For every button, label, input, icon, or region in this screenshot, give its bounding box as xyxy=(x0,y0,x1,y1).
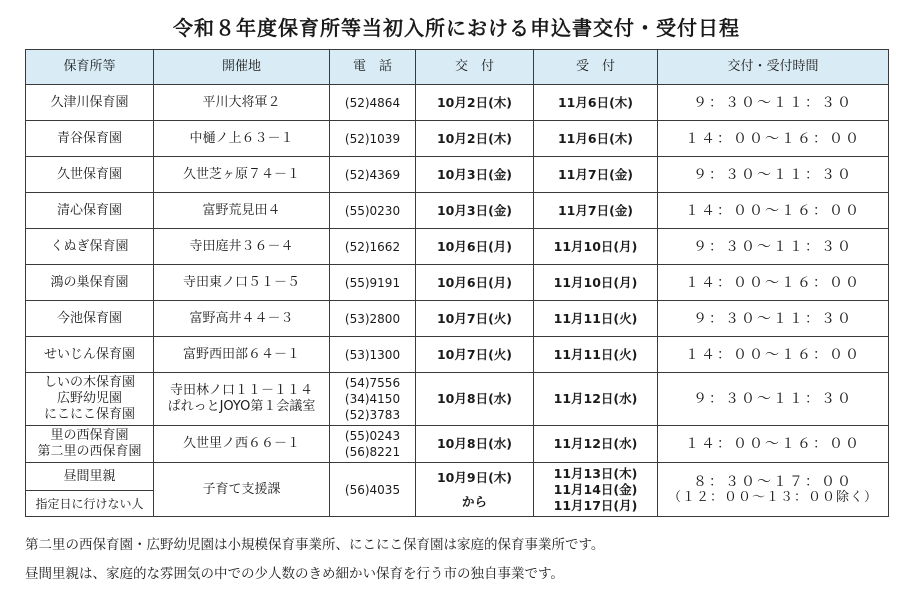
facility-name xyxy=(26,373,154,426)
table-row xyxy=(26,301,889,337)
phone-number: (55)0230 xyxy=(330,193,416,229)
phone-number: (53)2800 xyxy=(330,301,416,337)
time-range-line: （１２：００～１３：００除く） xyxy=(667,489,878,505)
footnote: 第二里の西保育園・広野幼児園は小規模保育事業所、にこにこ保育園は家庭的保育事業所です。 xyxy=(25,537,605,553)
issue-date-line: から xyxy=(461,493,487,509)
venue: 子育て支援課 xyxy=(154,463,330,517)
issue-date: 10月2日(木) xyxy=(416,121,534,157)
time-range: ９：３０～１１：３０ xyxy=(658,373,889,426)
facility-name: せいじん保育園 xyxy=(26,337,154,373)
facility-name-line: しいの木保育園 xyxy=(43,375,135,390)
venue: 久世芝ヶ原７４－１ xyxy=(154,157,330,193)
facility-name-line: 里の西保育園 xyxy=(50,428,129,443)
venue-line: 寺田林ノ口１１－１１４ xyxy=(169,383,313,398)
issue-date: 10月8日(水) xyxy=(416,426,534,463)
issue-date: 10月3日(金) xyxy=(416,157,534,193)
spacer xyxy=(416,486,533,494)
phone-number: (56)4035 xyxy=(330,463,416,517)
time-range: ９：３０～１１：３０ xyxy=(658,157,889,193)
table-row xyxy=(26,337,889,373)
venue: 平川大将軍２ xyxy=(154,85,330,121)
phone-number: (52)4369 xyxy=(330,157,416,193)
time-range: １４：００～１６：００ xyxy=(658,193,889,229)
receive-date-line: 11月17日(月) xyxy=(553,497,638,513)
facility-name: 昼間里親 xyxy=(26,463,154,491)
receive-date: 11月10日(月) xyxy=(534,229,658,265)
issue-date-line: 10月9日(木) xyxy=(436,469,513,485)
time-range: ９：３０～１１：３０ xyxy=(658,229,889,265)
phone-number: (55)9191 xyxy=(330,265,416,301)
time-range-line: ８：３０～１７：００ xyxy=(693,473,853,490)
time-range: ９：３０～１１：３０ xyxy=(658,301,889,337)
issue-date: 10月2日(木) xyxy=(416,85,534,121)
receive-date: 11月11日(火) xyxy=(534,301,658,337)
header-phone: 電 話 xyxy=(330,50,416,85)
issue-date: 10月7日(火) xyxy=(416,337,534,373)
receive-date: 11月7日(金) xyxy=(534,157,658,193)
receive-date: 11月11日(火) xyxy=(534,337,658,373)
phone-line: (34)4150 xyxy=(344,392,401,406)
facility-name: くぬぎ保育園 xyxy=(26,229,154,265)
table-row xyxy=(26,85,889,121)
receive-date-line: 11月13日(木) xyxy=(553,465,638,481)
footnote: 昼間里親は、家庭的な雰囲気の中での少人数のきめ細かい保育を行う市の独自事業です。 xyxy=(25,566,564,582)
phone-number: (52)1662 xyxy=(330,229,416,265)
issue-date: 10月6日(月) xyxy=(416,229,534,265)
venue: 中樋ノ上６３－１ xyxy=(154,121,330,157)
time-range: １４：００～１６：００ xyxy=(658,337,889,373)
facility-name: 久津川保育園 xyxy=(26,85,154,121)
header-receive: 受 付 xyxy=(534,50,658,85)
table-row xyxy=(26,463,889,491)
time-range: １４：００～１６：００ xyxy=(658,121,889,157)
time-range xyxy=(658,463,889,517)
table-row xyxy=(26,229,889,265)
phone-number xyxy=(330,373,416,426)
time-range: ９：３０～１１：３０ xyxy=(658,85,889,121)
header-venue: 開催地 xyxy=(154,50,330,85)
phone-line: (56)8221 xyxy=(344,445,401,459)
facility-name: 青谷保育園 xyxy=(26,121,154,157)
time-range: １４：００～１６：００ xyxy=(658,426,889,463)
time-range: １４：００～１６：００ xyxy=(658,265,889,301)
receive-date xyxy=(534,463,658,517)
schedule-table xyxy=(25,49,889,517)
receive-date: 11月12日(水) xyxy=(534,426,658,463)
facility-name: 清心保育園 xyxy=(26,193,154,229)
venue-line: ぱれっとJOYO第１会議室 xyxy=(167,399,316,414)
facility-name: 今池保育園 xyxy=(26,301,154,337)
phone-line: (52)3783 xyxy=(344,408,401,422)
table-header-row xyxy=(26,50,889,85)
venue: 富野高井４４－３ xyxy=(154,301,330,337)
receive-date: 11月10日(月) xyxy=(534,265,658,301)
table-row xyxy=(26,121,889,157)
issue-date: 10月7日(火) xyxy=(416,301,534,337)
facility-name: 久世保育園 xyxy=(26,157,154,193)
issue-date xyxy=(416,463,534,517)
page-title: 令和８年度保育所等当初入所における申込書交付・受付日程 xyxy=(173,16,740,40)
facility-name-line: にこにこ保育園 xyxy=(43,407,135,422)
facility-name xyxy=(26,426,154,463)
phone-number xyxy=(330,426,416,463)
table-row xyxy=(26,157,889,193)
facility-name: 鴻の巣保育園 xyxy=(26,265,154,301)
phone-line: (55)0243 xyxy=(344,429,401,443)
issue-date: 10月8日(水) xyxy=(416,373,534,426)
header-issue: 交 付 xyxy=(416,50,534,85)
receive-date: 11月6日(木) xyxy=(534,121,658,157)
phone-number: (52)4864 xyxy=(330,85,416,121)
table-row xyxy=(26,373,889,426)
receive-date-line: 11月14日(金) xyxy=(553,481,638,497)
facility-name-line: 広野幼児園 xyxy=(56,391,122,406)
venue: 寺田東ノ口５１－５ xyxy=(154,265,330,301)
receive-date: 11月12日(水) xyxy=(534,373,658,426)
header-facility: 保育所等 xyxy=(26,50,154,85)
receive-date: 11月6日(木) xyxy=(534,85,658,121)
table-row xyxy=(26,426,889,463)
phone-line: (54)7556 xyxy=(344,376,401,390)
issue-date: 10月6日(月) xyxy=(416,265,534,301)
table-row xyxy=(26,265,889,301)
venue: 富野荒見田４ xyxy=(154,193,330,229)
venue: 富野西田部６４－１ xyxy=(154,337,330,373)
receive-date: 11月7日(金) xyxy=(534,193,658,229)
issue-date: 10月3日(金) xyxy=(416,193,534,229)
phone-number: (52)1039 xyxy=(330,121,416,157)
facility-name: 指定日に行けない人 xyxy=(26,491,154,517)
table-row xyxy=(26,193,889,229)
facility-name-line: 第二里の西保育園 xyxy=(37,444,142,459)
header-time: 交付・受付時間 xyxy=(658,50,889,85)
venue xyxy=(154,373,330,426)
venue: 久世里ノ西６６－１ xyxy=(154,426,330,463)
venue: 寺田庭井３６－４ xyxy=(154,229,330,265)
phone-number: (53)1300 xyxy=(330,337,416,373)
